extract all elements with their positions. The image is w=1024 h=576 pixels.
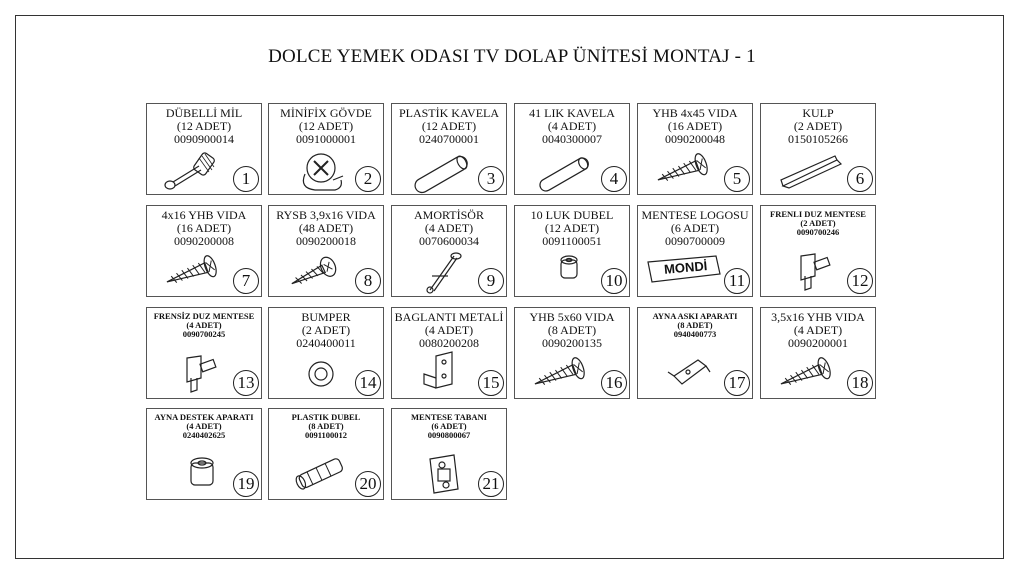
part-number-badge: 18 (847, 370, 873, 396)
part-name: FRENSİZ DUZ MENTESE (153, 311, 255, 321)
part-name: BUMPER (301, 310, 351, 324)
part-name: MİNİFİX GÖVDE (280, 106, 372, 120)
part-number-badge: 1 (233, 166, 259, 192)
logo-text: MONDİ (663, 258, 708, 277)
part-number-badge: 21 (478, 471, 504, 497)
part-quantity: (4 ADET) (424, 221, 474, 235)
part-code: 0090700246 (796, 227, 840, 237)
part-name: 41 LIK KAVELA (529, 106, 615, 120)
part-quantity: (2 ADET) (301, 323, 351, 337)
screw-icon (761, 348, 851, 398)
part-card-4 (514, 103, 630, 195)
part-code: 0070600034 (419, 234, 479, 248)
part-code: 0090800067 (427, 430, 471, 440)
part-quantity: (2 ADET) (800, 218, 836, 228)
dubel-10-icon (515, 246, 605, 296)
part-card-7 (146, 205, 262, 297)
part-name: AYNA DESTEK APARATI (154, 412, 254, 422)
part-card-11 (637, 205, 753, 297)
minifix-body-icon (269, 144, 359, 194)
part-number-badge: 17 (724, 370, 750, 396)
part-quantity: (4 ADET) (424, 323, 474, 337)
part-card-17 (637, 307, 753, 399)
part-quantity: (4 ADET) (547, 119, 597, 133)
part-number-badge: 5 (724, 166, 750, 192)
part-card-2 (268, 103, 384, 195)
part-code: 0940400773 (673, 329, 717, 339)
part-card-13 (146, 307, 262, 399)
part-code: 0090700245 (182, 329, 226, 339)
part-number-badge: 13 (233, 370, 259, 396)
part-card-21 (391, 408, 507, 500)
logo-plate-icon (638, 246, 728, 296)
part-quantity: (6 ADET) (431, 421, 467, 431)
part-name: DÜBELLİ MİL (165, 106, 243, 120)
part-name: YHB 5x60 VIDA (529, 310, 615, 324)
part-code: 0040300007 (542, 132, 602, 146)
dowel-41-icon (515, 144, 605, 194)
part-number-badge: 19 (233, 471, 259, 497)
part-name: MENTESE TABANI (411, 412, 487, 422)
part-code: 0091100051 (542, 234, 602, 248)
part-code: 0091000001 (296, 132, 356, 146)
wall-plug-icon (269, 449, 359, 499)
part-quantity: (6 ADET) (670, 221, 720, 235)
part-number-badge: 9 (478, 268, 504, 294)
part-number-badge: 4 (601, 166, 627, 192)
part-quantity: (48 ADET) (298, 221, 354, 235)
bumper-icon (269, 348, 359, 398)
part-card-9 (391, 205, 507, 297)
part-name: 4x16 YHB VIDA (161, 208, 247, 222)
part-quantity: (4 ADET) (186, 320, 222, 330)
part-name: PLASTİK KAVELA (398, 106, 500, 120)
part-code: 0090200018 (296, 234, 356, 248)
part-code: 0090200048 (665, 132, 725, 146)
part-name: KULP (802, 106, 834, 120)
part-card-12 (760, 205, 876, 297)
part-card-18 (760, 307, 876, 399)
part-card-3 (391, 103, 507, 195)
round-head-screw-icon (269, 246, 359, 296)
part-quantity: (12 ADET) (298, 119, 354, 133)
part-name: 3,5x16 YHB VIDA (771, 310, 865, 324)
part-code: 0090900014 (174, 132, 234, 146)
dowel-pin-icon (147, 144, 237, 194)
part-card-8 (268, 205, 384, 297)
part-quantity: (16 ADET) (667, 119, 723, 133)
part-card-10 (514, 205, 630, 297)
part-quantity: (16 ADET) (176, 221, 232, 235)
hinge-icon (761, 246, 851, 296)
part-quantity: (12 ADET) (176, 119, 232, 133)
part-name: AYNA ASKI APARATI (652, 311, 738, 321)
screw-icon (147, 246, 237, 296)
part-code: 0090200001 (788, 336, 848, 350)
part-code: 0090200008 (174, 234, 234, 248)
screw-icon (638, 144, 728, 194)
part-name: RYSB 3,9x16 VIDA (276, 208, 376, 222)
part-code: 0240400011 (296, 336, 356, 350)
part-name: PLASTIK DUBEL (291, 412, 361, 422)
handle-icon (761, 144, 851, 194)
part-card-5 (637, 103, 753, 195)
part-code: 0090700009 (665, 234, 725, 248)
plastic-dowel-icon (392, 144, 482, 194)
part-card-19 (146, 408, 262, 500)
part-number-badge: 8 (355, 268, 381, 294)
hinge-base-icon (392, 449, 482, 499)
part-code: 0150105266 (788, 132, 848, 146)
part-number-badge: 12 (847, 268, 873, 294)
part-name: BAGLANTI METALİ (394, 310, 504, 324)
part-name: FRENLI DUZ MENTESE (770, 209, 866, 219)
part-number-badge: 16 (601, 370, 627, 396)
page-title: DOLCE YEMEK ODASI TV DOLAP ÜNİTESİ MONTAJ - 1 (268, 46, 756, 67)
part-quantity: (2 ADET) (793, 119, 843, 133)
part-code: 0090200135 (542, 336, 602, 350)
part-code: 0080200208 (419, 336, 479, 350)
part-number-badge: 14 (355, 370, 381, 396)
mirror-hanger-icon (638, 348, 728, 398)
part-card-6 (760, 103, 876, 195)
screw-icon (515, 348, 605, 398)
part-code: 0091100012 (304, 430, 348, 440)
part-quantity: (12 ADET) (421, 119, 477, 133)
part-number-badge: 20 (355, 471, 381, 497)
part-quantity: (4 ADET) (793, 323, 843, 337)
damper-icon (392, 246, 482, 296)
part-card-14 (268, 307, 384, 399)
part-quantity: (4 ADET) (186, 421, 222, 431)
part-card-20 (268, 408, 384, 500)
part-number-badge: 2 (355, 166, 381, 192)
part-card-16 (514, 307, 630, 399)
part-name: 10 LUK DUBEL (530, 208, 614, 222)
part-quantity: (8 ADET) (308, 421, 344, 431)
part-number-badge: 6 (847, 166, 873, 192)
mirror-support-icon (147, 449, 237, 499)
metal-bracket-icon (392, 348, 482, 398)
hinge-icon (147, 348, 237, 398)
part-number-badge: 3 (478, 166, 504, 192)
part-quantity: (12 ADET) (544, 221, 600, 235)
part-code: 0240402625 (182, 430, 226, 440)
part-name: MENTESE LOGOSU (641, 208, 749, 222)
part-quantity: (8 ADET) (677, 320, 713, 330)
part-card-1 (146, 103, 262, 195)
part-quantity: (8 ADET) (547, 323, 597, 337)
part-number-badge: 11 (724, 268, 750, 294)
part-number-badge: 7 (233, 268, 259, 294)
part-code: 0240700001 (419, 132, 479, 146)
part-number-badge: 10 (601, 268, 627, 294)
part-card-15 (391, 307, 507, 399)
part-number-badge: 15 (478, 370, 504, 396)
part-name: YHB 4x45 VIDA (652, 106, 738, 120)
part-name: AMORTİSÖR (414, 208, 484, 222)
